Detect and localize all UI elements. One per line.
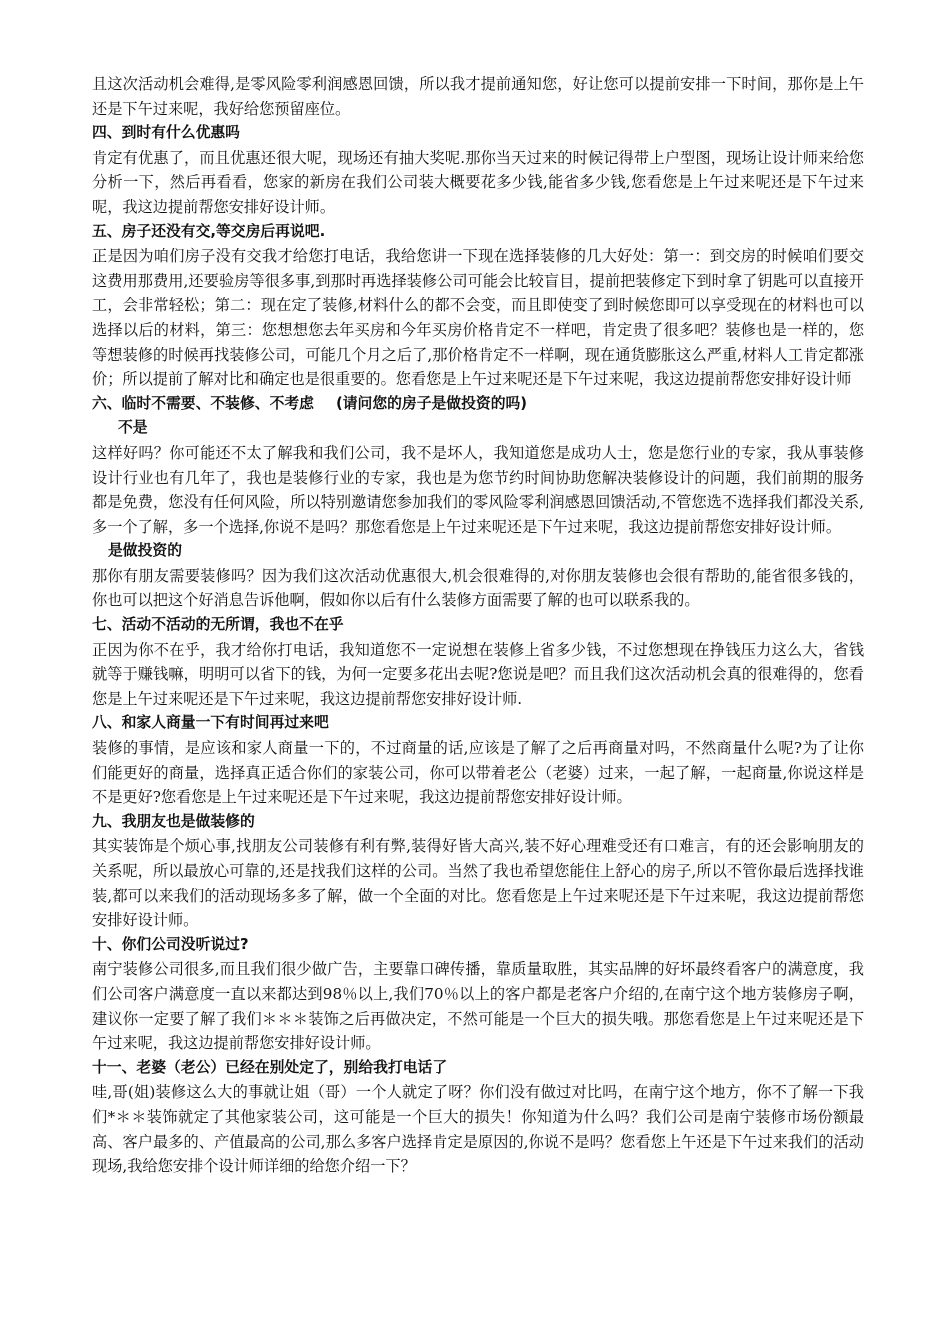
paragraph-section-6-investment: 那你有朋友需要装修吗？因为我们这次活动优惠很大,机会很难得的,对你朋友装修也会很有帮助的,能省很多钱的，你也可以把这个好消息告诉他啊，假如你以后有什么装修方面需要了解的也可以联系我的。 [92, 566, 864, 610]
paragraph-section-6-not-investment: 这样好吗？你可能还不太了解我和我们公司，我不是坏人，我知道您是成功人士，您是您行业的专家，我从事装修设计行业也有几年了，我也是装修行业的专家，我也是为您节约时间协助您解决装修设计的问题，我们前期的服务都是免费，您没有任何风险，所以特别邀请您参加我们的零风险零利润感恩回馈活动,不管您选不选择我们都没关系,多一个了解，多一个选择,你说不是吗？那您看您是上午过来呢还是下午过来呢，我这边提前帮您安排好设计师。 [92, 443, 864, 536]
paragraph-section-9: 其实装饰是个烦心事,找朋友公司装修有利有弊,装得好皆大高兴,装不好心理难受还有口难言，有的还会影响朋友的关系呢，所以最放心可靠的,还是找我们这样的公司。当然了我也希望您能住上舒心的房子,所以不管你最后选择找谁装,都可以来我们的活动现场多多了解，做一个全面的对比。您看您是上午过来呢还是下午过来呢，我这边提前帮您安排好设计师。 [92, 837, 864, 930]
paragraph-section-8: 装修的事情，是应该和家人商量一下的，不过商量的话,应该是了解了之后再商量对吗，不然商量什么呢?为了让你们能更好的商量，选择真正适合你们的家装公司，你可以带着老公（老婆）过来，一起了解，一起商量,你说这样是不是更好?您看您是上午过来呢还是下午过来呢，我这边提前帮您安排好设计师。 [92, 739, 864, 807]
heading-section-7: 七、活动不活动的无所谓，我也不在乎 [92, 616, 344, 634]
heading-section-6-note: (请问您的房子是做投资的吗) [335, 394, 528, 412]
heading-section-8: 八、和家人商量一下有时间再过来吧 [92, 714, 329, 732]
heading-section-6 [92, 392, 864, 417]
paragraph-intro: 且这次活动机会难得,是零风险零利润感恩回馈，所以我才提前通知您，好让您可以提前安排一下时间，那你是上午还是下午过来呢，我好给您预留座位。 [92, 75, 864, 118]
heading-section-4: 四、到时有什么优惠吗 [92, 124, 240, 142]
document-page [92, 72, 864, 1179]
paragraph-section-11: 哇,哥(姐)装修这么大的事就让姐（哥）一个人就定了呀？你们没有做过对比吗，在南宁这个地方，你不了解一下我们*＊＊装饰就定了其他家装公司，这可能是一个巨大的损失！你知道为什么吗？我们公司是南宁装修市场份额最高、客户最多的、产值最高的公司,那么多客户选择肯定是原因的,你说不是吗？您看您上午还是下午过来我们的活动现场,我给您安排个设计师详细的给您介绍一下？ [92, 1083, 864, 1176]
paragraph-section-7: 正因为你不在乎，我才给你打电话，我知道您不一定说想在装修上省多少钱，不过您想现在挣钱压力这么大，省钱就等于赚钱嘛，明明可以省下的钱，为何一定要多花出去呢?您说是吧？而且我们这次活动机会真的很难得的，您看您是上午过来呢还是下午过来呢，我这边提前帮您安排好设计师. [92, 640, 864, 708]
subheading-not-investment: 不是 [118, 419, 148, 437]
paragraph-section-10: 南宁装修公司很多,而且我们很少做广告，主要靠口碑传播，靠质量取胜，其实品牌的好坏最终看客户的满意度，我们公司客户满意度一直以来都达到98％以上,我们70％以上的客户都是老客户介绍的,在南宁这个地方装修房子啊，建议你一定要了解了我们＊＊＊装饰之后再做决定，不然可能是一个巨大的损失哦。那您看您是上午过来呢还是下午过来呢，我这边提前帮您安排好设计师。 [92, 960, 864, 1053]
paragraph-section-4: 肯定有优惠了，而且优惠还很大呢，现场还有抽大奖呢.那你当天过来的时候记得带上户型图，现场让设计师来给您分析一下，然后再看看，您家的新房在我们公司装大概要花多少钱,能省多少钱,您看您是上午过来呢还是下午过来呢，我这边提前帮您安排好设计师。 [92, 148, 864, 216]
heading-section-6-title: 六、临时不需要、不装修、不考虑 [92, 394, 314, 412]
heading-section-9: 九、我朋友也是做装修的 [92, 812, 255, 830]
subheading-investment: 是做投资的 [108, 542, 182, 560]
heading-section-5: 五、房子还没有交,等交房后再说吧. [92, 222, 326, 240]
heading-section-10: 十、你们公司没听说过? [92, 935, 249, 953]
heading-section-11: 十一、老婆（老公）已经在别处定了，别给我打电话了 [92, 1058, 448, 1076]
paragraph-section-5: 正是因为咱们房子没有交我才给您打电话，我给您讲一下现在选择装修的几大好处：第一：到交房的时候咱们要交这费用那费用,还要验房等很多事,到那时再选择装修公司可能会比较盲目，提前把装修定下到时拿了钥匙可以直接开工，会非常轻松；第二：现在定了装修,材料什么的都不会变，而且即使变了到时候您即可以享受现在的材料也可以选择以后的材料，第三：您想想您去年买房和今年买房价格肯定不一样吧，肯定贵了很多吧？装修也是一样的，您等想装修的时候再找装修公司，可能几个月之后了,那价格肯定不一样啊，现在通货膨胀这么严重,材料人工肯定都涨价；所以提前了解对比和确定也是很重要的。您看您是上午过来呢还是下午过来呢，我这边提前帮您安排好设计师 [92, 247, 864, 389]
